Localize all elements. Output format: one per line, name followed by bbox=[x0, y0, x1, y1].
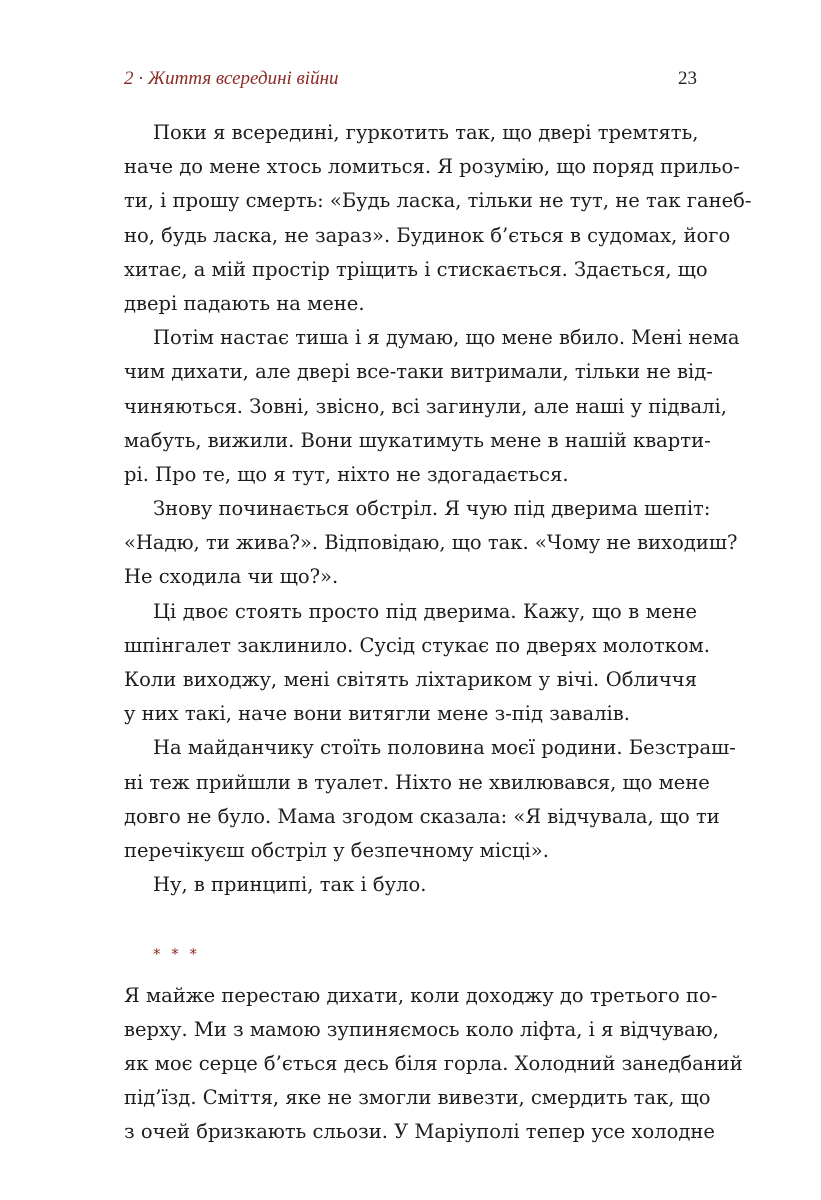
text-line: хитає, а мій простір тріщить і стискається. Здається, що bbox=[124, 257, 708, 281]
text-line: Потім настає тиша і я думаю, що мене вбило. Мені нема bbox=[153, 326, 740, 350]
text-line: чим дихати, але двері все-таки витримали, тільки не від- bbox=[124, 360, 713, 384]
text-line: перечікуєш обстріл у безпечному місці». bbox=[124, 838, 549, 862]
text-line: у них такі, наче вони витягли мене з-під завалів. bbox=[124, 702, 630, 726]
chapter-title: 2 · Життя всередині війни bbox=[124, 68, 339, 89]
text-line: довго не було. Мама згодом сказала: «Я відчувала, що ти bbox=[124, 804, 720, 828]
running-head bbox=[124, 64, 697, 96]
section-spacer bbox=[124, 971, 697, 979]
text-line: но, будь ласка, не зараз». Будинок б’ється в судомах, його bbox=[124, 223, 731, 247]
text-line: мабуть, вижили. Вони шукатимуть мене в нашій кварти- bbox=[124, 428, 711, 452]
text-line: На майданчику стоїть половина моєї родини. Безстраш- bbox=[153, 736, 736, 760]
text-line: «Надю, ти жива?». Відповідаю, що так. «Чому не виходиш? bbox=[124, 531, 738, 555]
body-text bbox=[124, 116, 752, 1150]
text-line: Ну, в принципі, так і було. bbox=[153, 873, 427, 897]
page-number: 23 bbox=[678, 68, 697, 89]
section-spacer bbox=[124, 902, 697, 936]
text-line: як моє серце б’ється десь біля горла. Холодний занедбаний bbox=[124, 1052, 743, 1076]
text-line: ти, і прошу смерть: «Будь ласка, тільки не тут, не так ганеб- bbox=[124, 189, 752, 213]
text-line: чиняються. Зовні, звісно, всі загинули, але наші у підвалі, bbox=[124, 394, 727, 418]
text-line: під’їзд. Сміття, яке не змогли вивезти, смердить так, що bbox=[124, 1086, 711, 1110]
text-line: двері падають на мене. bbox=[124, 291, 365, 315]
text-line: Знову починається обстріл. Я чую під дверима шепіт: bbox=[153, 497, 711, 521]
text-line: ні теж прийшли в туалет. Ніхто не хвилювався, що мене bbox=[124, 770, 710, 794]
section-break-asterisks: * * * bbox=[153, 944, 201, 963]
text-line: з очей бризкають сльози. У Маріуполі тепер усе холодне bbox=[124, 1120, 715, 1144]
text-line: верху. Ми з мамою зупиняємось коло ліфта, і я відчуваю, bbox=[124, 1017, 719, 1041]
text-line: Ці двоє стоять просто під дверима. Кажу, що в мене bbox=[153, 599, 697, 623]
text-line: наче до мене хтось ломиться. Я розумію, що поряд прильо- bbox=[124, 155, 740, 179]
text-line: шпінгалет заклинило. Сусід стукає по дверях молотком. bbox=[124, 633, 710, 657]
text-line: Поки я всередині, гуркотить так, що двері тремтять, bbox=[153, 121, 699, 144]
text-line: рі. Про те, що я тут, ніхто не здогадається. bbox=[124, 462, 569, 486]
text-line: Я майже перестаю дихати, коли доходжу до третього по- bbox=[124, 983, 718, 1007]
text-line: Не сходила чи що?». bbox=[124, 565, 339, 589]
text-line: Коли виходжу, мені світять ліхтариком у вічі. Обличчя bbox=[124, 668, 697, 691]
